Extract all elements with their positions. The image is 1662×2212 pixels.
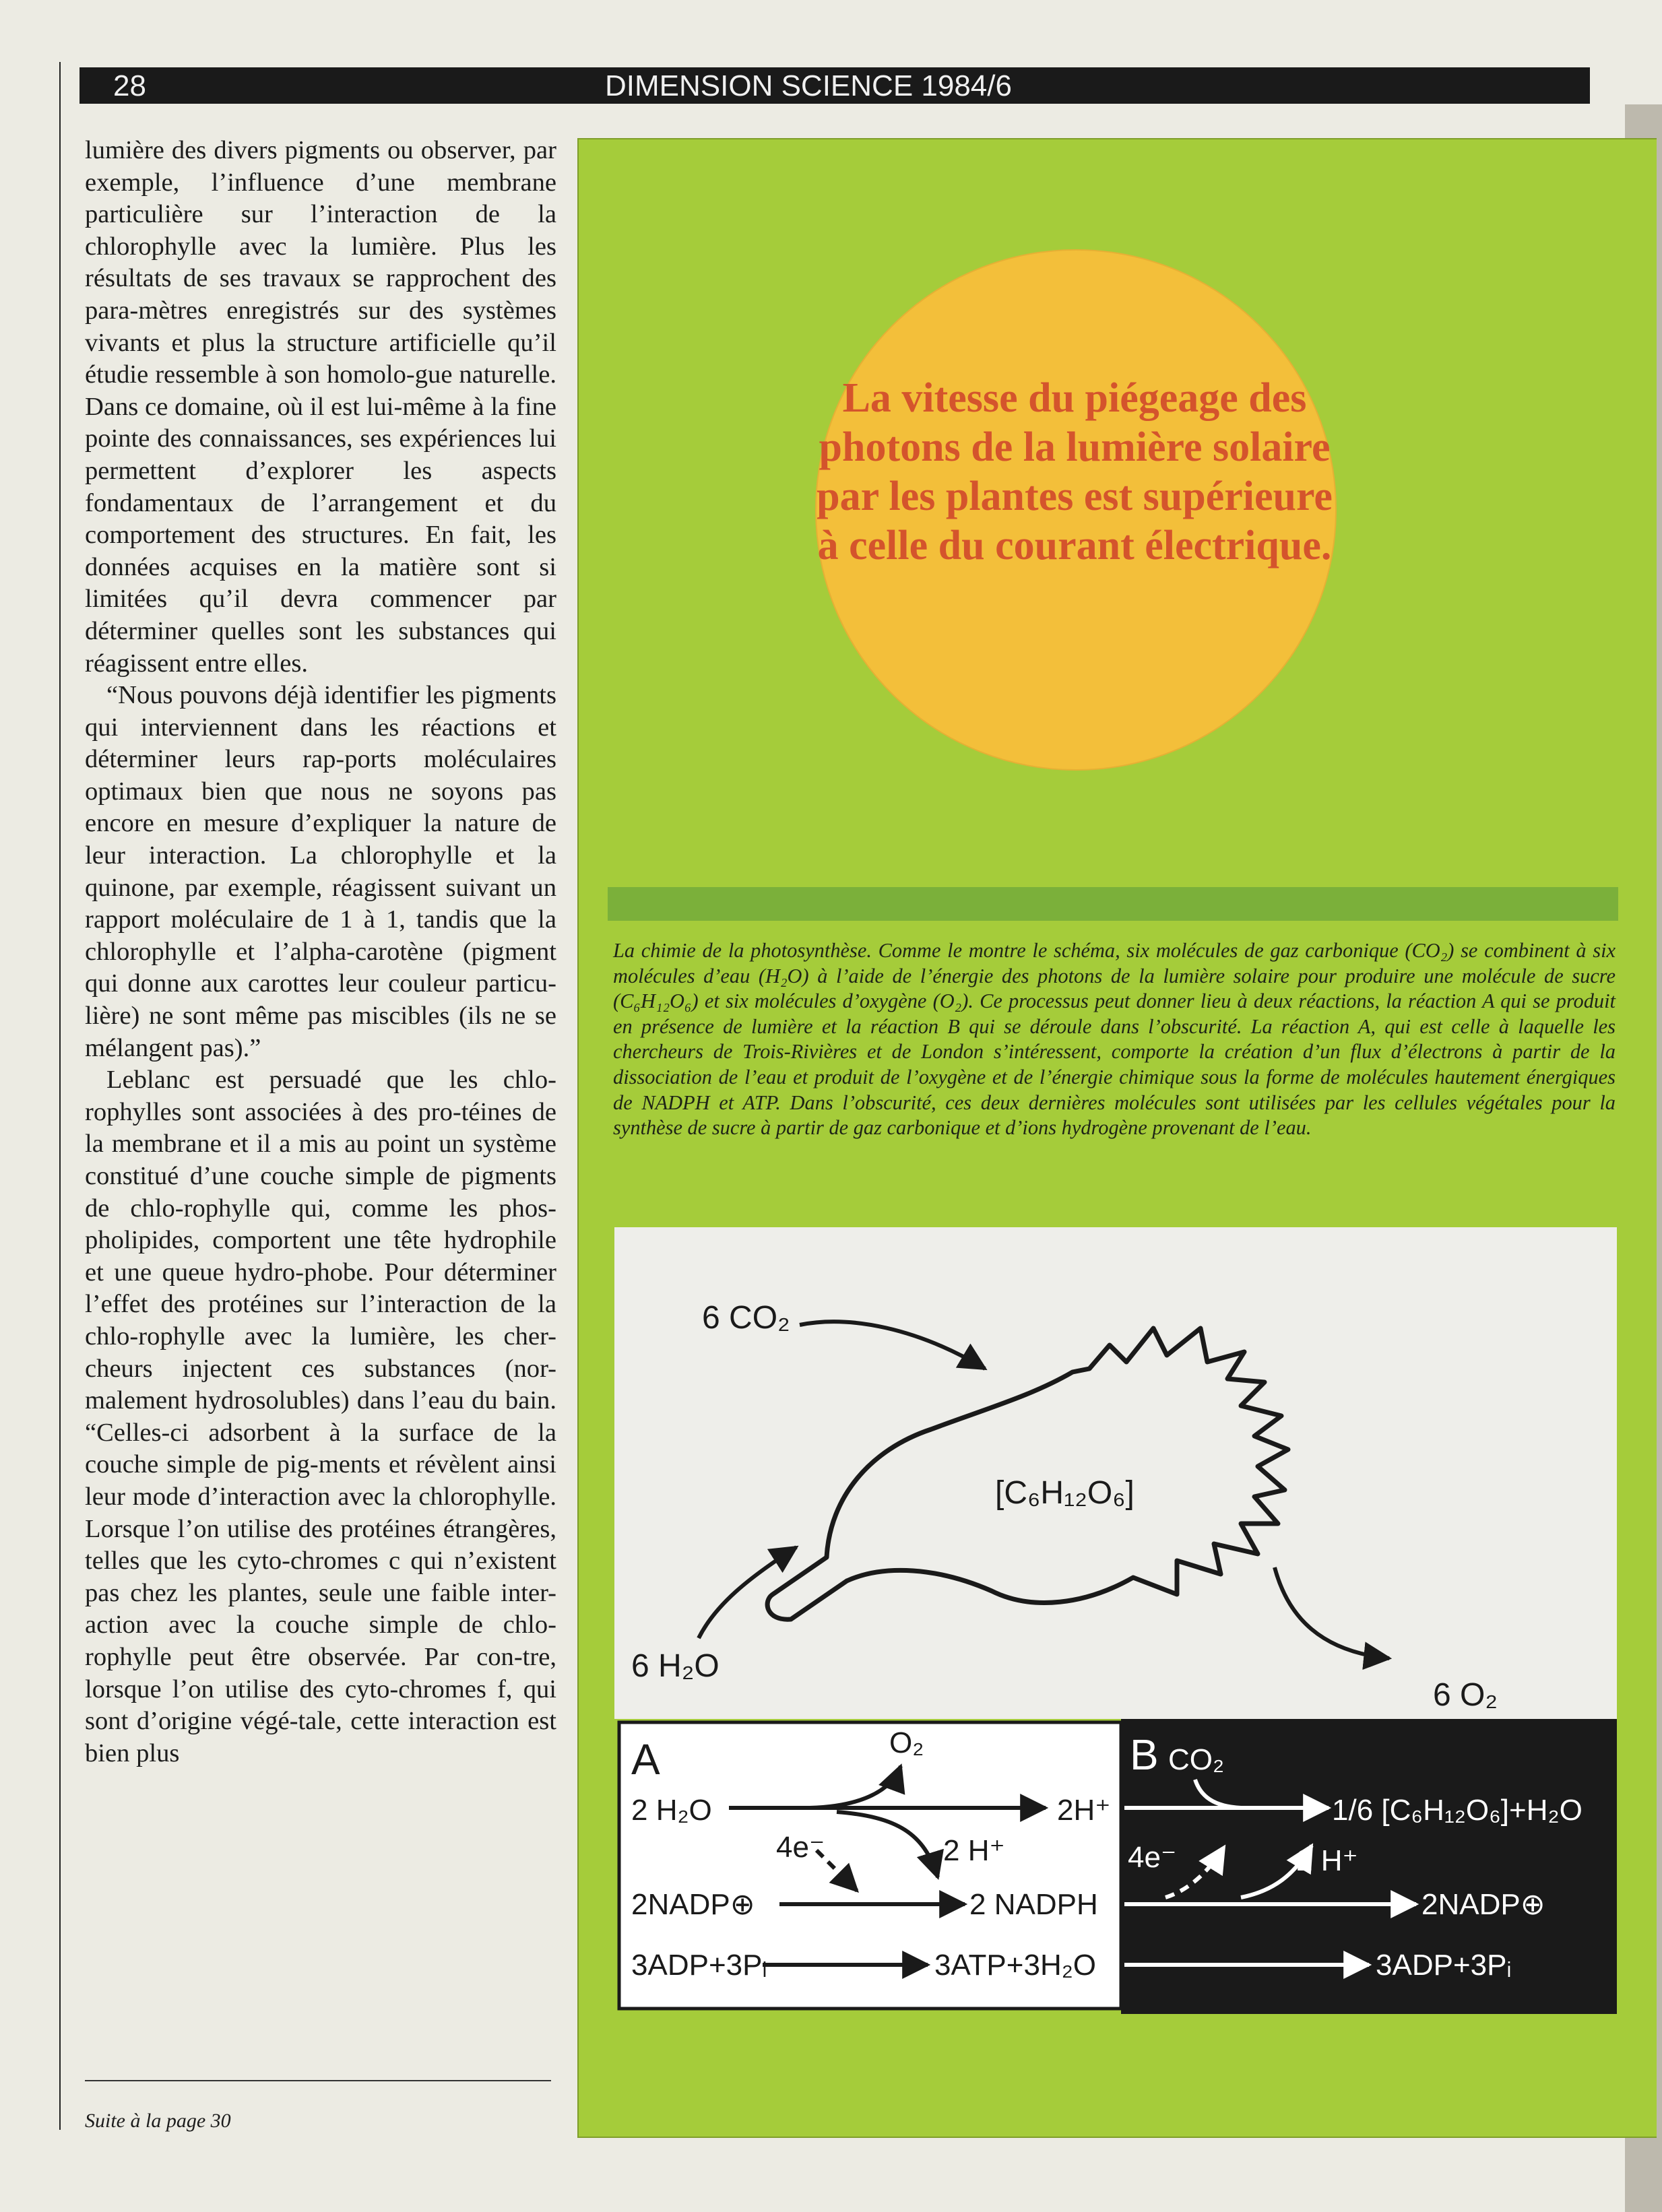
reaction-b-adp-out: 3ADP+3Pᵢ [1376,1949,1512,1982]
reaction-a-atp: 3ATP+3H₂O [934,1949,1097,1982]
column-end-rule [85,2080,551,2081]
reaction-b-sugar-out: 1/6 [C₆H₁₂O₆]+H₂O [1332,1794,1583,1827]
water-in-label: 6 H₂O [631,1648,720,1684]
photosynthesis-diagram [614,1227,1617,2014]
reaction-b-co2: CO₂ [1168,1743,1225,1776]
co2-in-label: 6 CO₂ [702,1300,790,1336]
reaction-b-nadp-out: 2NADP⊕ [1421,1888,1545,1921]
article-paragraph: lumière des divers pigments ou observer, par exemple, l’influence d’une membrane particulière sur l’interaction de la chlorophylle avec la lumière. Plus les résultats de ses travaux se rapprochent des para-mètres enregistrés sur des systèmes vivants et plus la structure artificielle qu’il étudie ressemble à son homolo-gue naturelle. Dans ce domaine, où il est lui-même à la fine pointe des connaissances, ses expériences lui permettent d’explorer les aspects fondamentaux de l’arrangement et du comportement des structures. En fait, les données acquises en la matière sont si limitées qu’il devra commencer par déterminer quelles sont les substances qui réagissent entre elles. [85,136,556,678]
reaction-a-electrons: 4e⁻ [776,1831,825,1864]
sugar-label: [C₆H₁₂O₆] [995,1475,1134,1511]
article-paragraph: Leblanc est persuadé que les chlo-rophylles sont associées à des pro-téines de la membrane et il a mis au point un système constitué d’une couche simple de pigments de chlo-rophylle qui, comme les phos-pholipides, comportent une tête hydrophile et une queue hydro-phobe. Pour déterminer l’effet des protéines sur l’interaction de la chlo-rophylle avec la lumière, les cher-cheurs injectent ces substances (nor-malement hydrosolubles) dans l’eau du bain. “Celles-ci adsorbent à la surface de la couche simple de pig-ments et révèlent ainsi leur mode d’interaction avec la chlorophylle. Lorsque l’on utilise des protéines étrangères, telles que les cyto-chromes c qui n’existent pas chez les plantes, seule une faible inter-action avec la couche simple de chlo-rophylle peut être observée. Par con-tre, lorsque l’on utilise des cyto-chromes f, qui sont d’origine végé-tale, cette interaction est bien plus [85,1066,556,1767]
reaction-a-label: A [631,1735,660,1784]
reaction-a-water: 2 H₂O [631,1794,712,1827]
reaction-a-nadph: 2 NADPH [969,1888,1098,1921]
reaction-a-protons: 2 H⁺ [943,1834,1005,1867]
reaction-a-adp: 3ADP+3Pᵢ [631,1949,767,1982]
article-column [85,135,556,1769]
figure-caption: La chimie de la photosynthèse. Comme le montre le schéma, six molécules de gaz carbonique (CO₂) se combinent à six molécules d’eau (H₂O) à l’aide de l’énergie des photons de la lumière solaire pour produire une molécule de sucre (C₆H₁₂O₆) et six molécules d’oxygène (O₂). Ce processus peut donner lieu à deux réactions, la réaction A qui se produit en présence de lumière et la réaction B qui se déroule dans l’obscurité. La réaction A, qui est celle à laquelle les chercheurs de Trois-Rivières et de London s’intéressent, comporte la création d’un flux d’électrons à partir de la dissociation de l’eau et produit de l’oxygène et de l’énergie chimique sous la forme de molécules hautement énergiques de NADPH et ATP. Dans l’obscurité, ces deux dernières molécules sont utilisées par les cellules végétales pour la synthèse de sucre à partir de gaz carbonique et d’ions hydrogène provenant de l’eau. [613,939,1616,1140]
green-band [608,887,1618,921]
reaction-b-protons: 2 H⁺ [1296,1844,1358,1877]
reaction-a-o2: O₂ [889,1726,924,1759]
pull-quote: La vitesse du piégeage des photons de la lumière solaire par les plantes est supérieure à celle du courant électrique. [817,375,1333,568]
o2-out-label: 6 O₂ [1433,1677,1498,1713]
running-title: DIMENSION SCIENCE 1984/6 [605,69,1012,102]
reaction-a-nadp: 2NADP⊕ [631,1888,755,1921]
reaction-a-protons-out: 2H⁺ [1057,1794,1111,1827]
running-header [79,67,1590,104]
reaction-b-label: B [1130,1730,1159,1779]
article-paragraph: “Nous pouvons déjà identifier les pigments qui interviennent dans les réactions et déterminer leurs rap-ports moléculaires optimaux bien que nous ne soyons pas encore en mesure d’expliquer la nature de leur interaction. La chlorophylle et la quinone, par exemple, réagissent suivant un rapport moléculaire de 1 à 1, tandis que la chlorophylle et l’alpha-carotène (pigment qui donne aux carottes leur couleur particu-lière) ne sont même pas miscibles (ils ne se mélangent pas).” [85,681,556,1062]
reaction-b-electrons: 4e⁻ [1128,1841,1177,1874]
continued-note: Suite à la page 30 [85,2110,231,2132]
page-number: 28 [113,69,146,102]
margin-rule [59,62,61,2130]
